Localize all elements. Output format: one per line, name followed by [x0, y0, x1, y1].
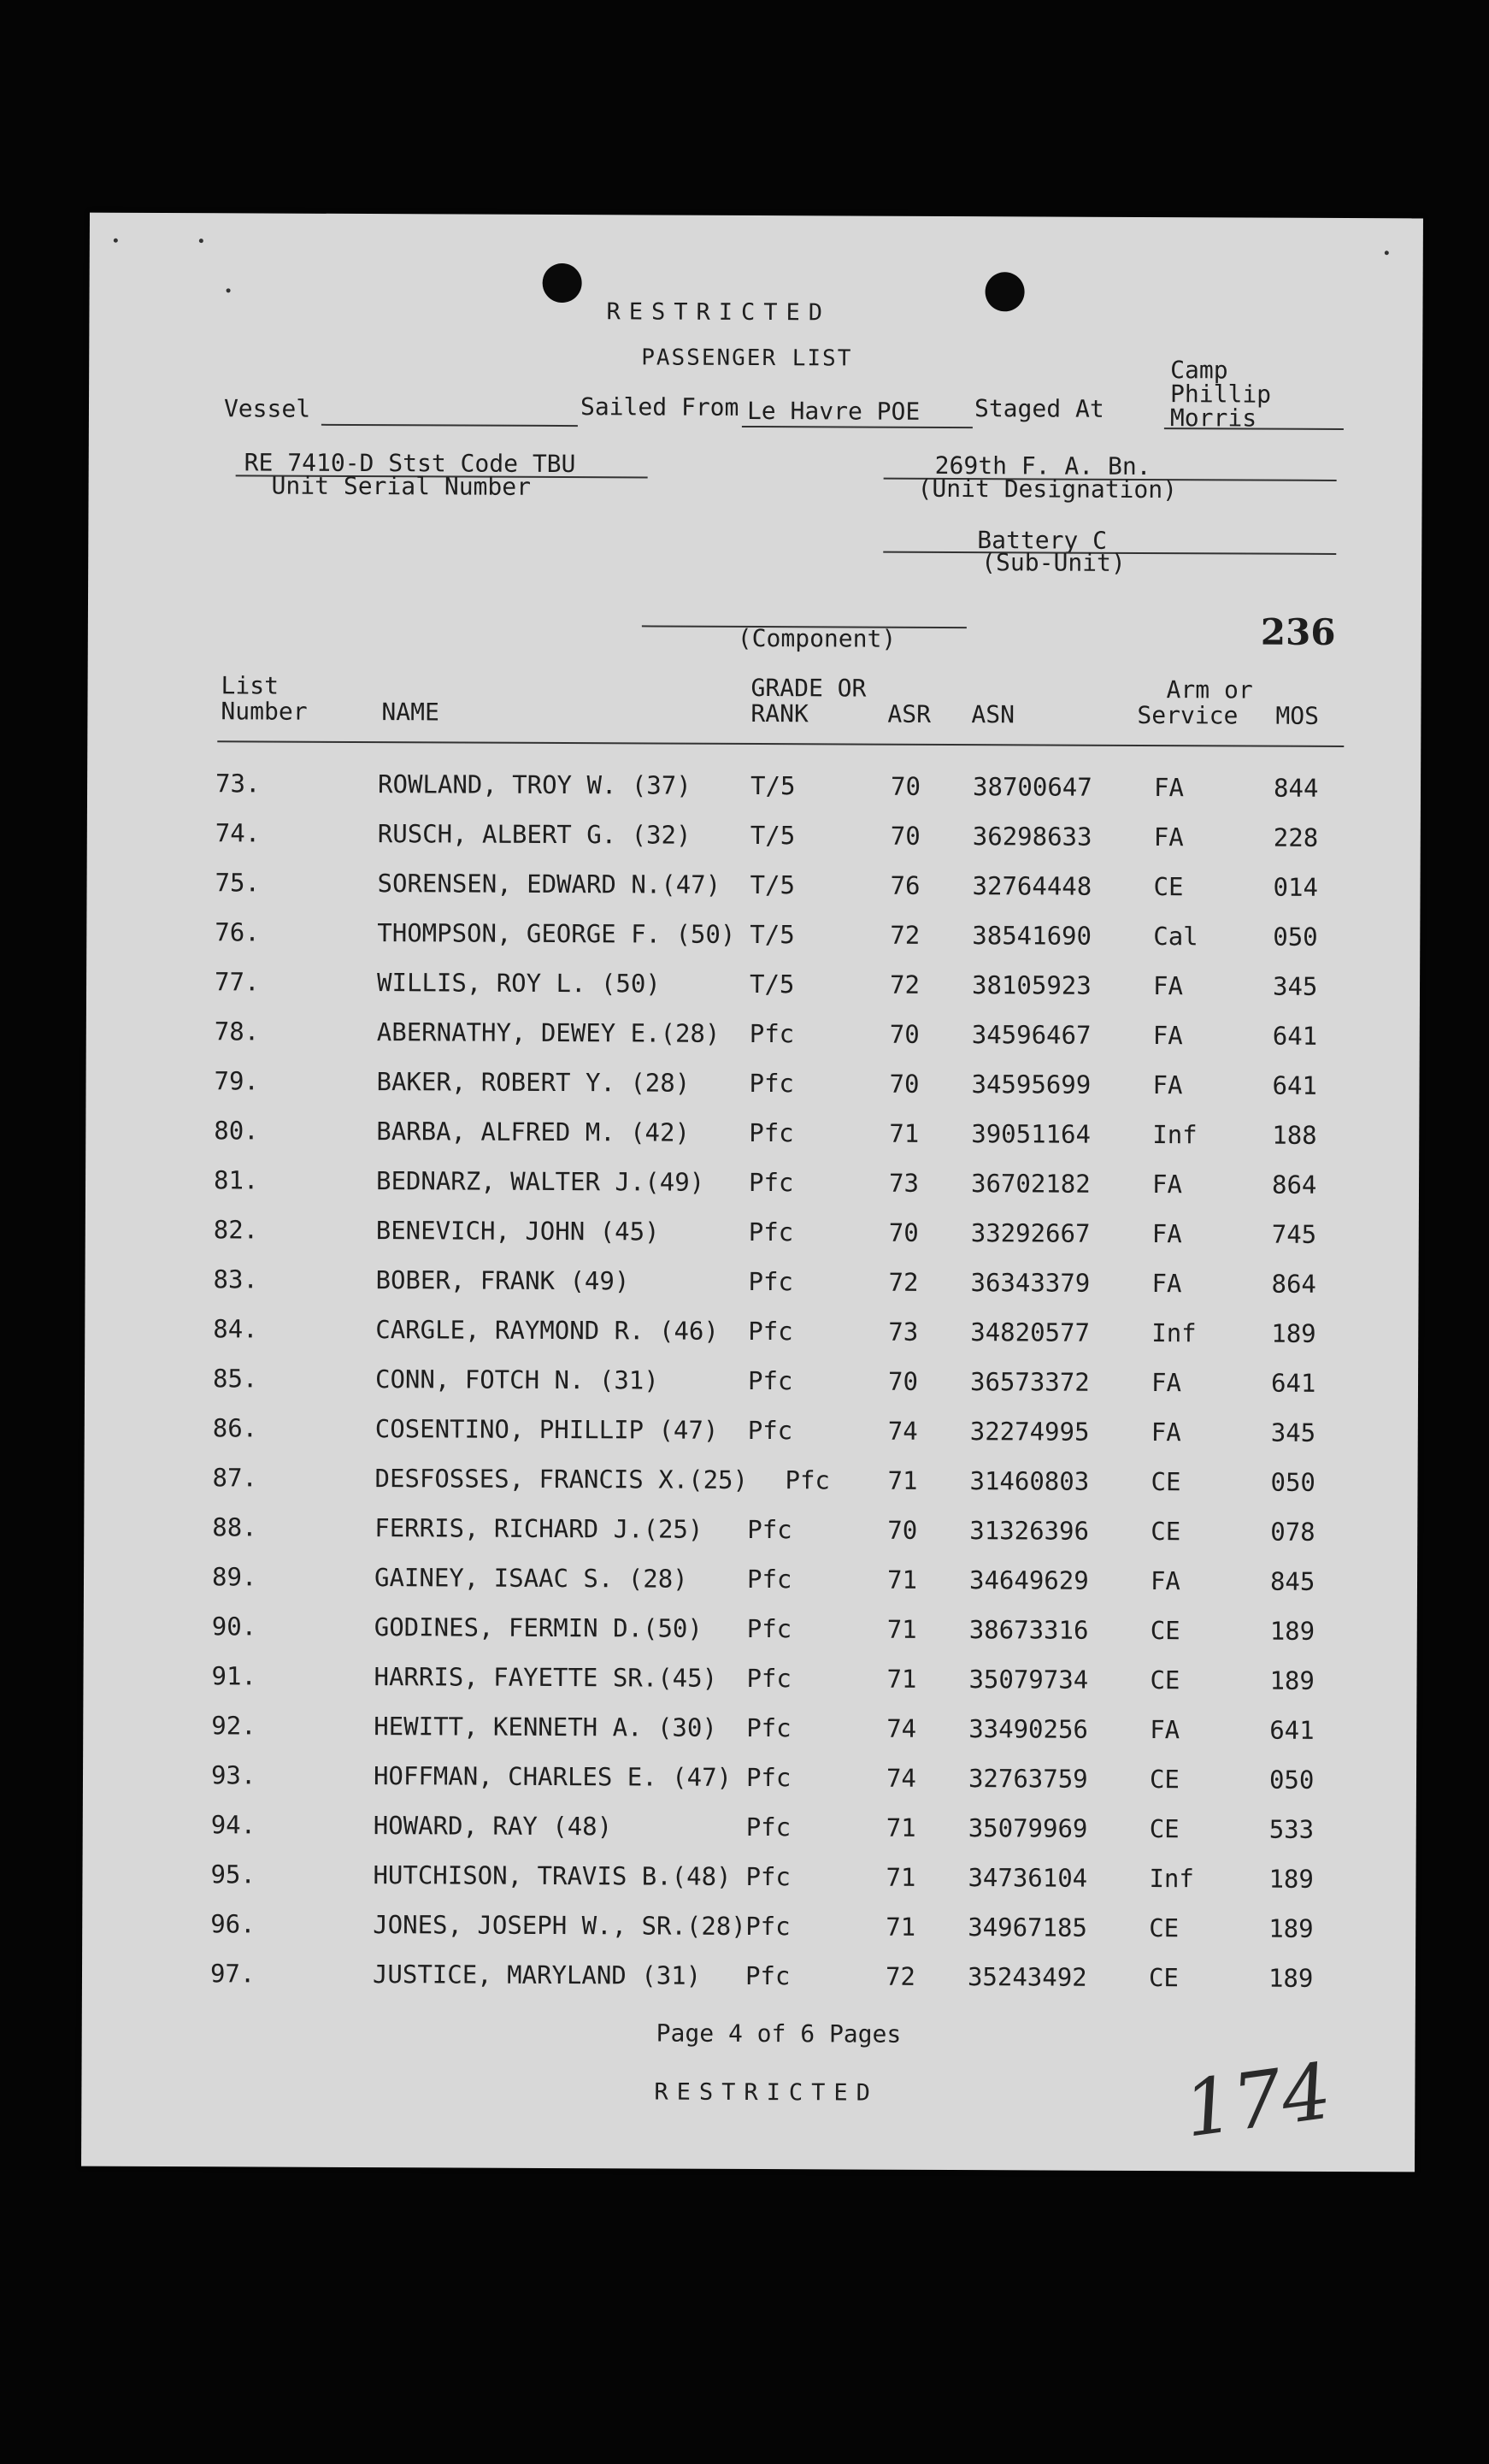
vessel-label: Vessel	[223, 394, 311, 423]
punch-hole-left	[543, 263, 582, 303]
col-header-arm-1: Arm or	[1166, 675, 1253, 704]
col-header-mos: MOS	[1275, 701, 1320, 730]
col-header-asr: ASR	[887, 699, 932, 728]
table-row: 90. GODINES, FERMIN D.(50) Pfc 71 38673316 CE 189	[211, 1612, 1315, 1646]
table-row: 97. JUSTICE, MARYLAND (31) Pfc 72 35243492 CE 189	[209, 1959, 1314, 1993]
classification-bottom: RESTRICTED	[654, 2078, 880, 2107]
passenger-list-sheet	[81, 213, 1423, 2172]
table-row: 74. RUSCH, ALBERT G. (32) T/5 70 36298633 FA 228	[215, 818, 1319, 852]
classification-top: RESTRICTED	[606, 298, 832, 327]
table-row: 96. JONES, JOSEPH W., SR.(28) Pfc 71 34967185 CE 189	[210, 1909, 1314, 1943]
col-header-asn: ASN	[971, 700, 1015, 729]
table-row: 85. CONN, FOTCH N. (31) Pfc 70 36573372 FA 641	[212, 1364, 1316, 1398]
col-header-arm-2: Service	[1137, 700, 1239, 730]
unit-serial-label: Unit Serial Number	[271, 471, 532, 501]
col-header-list-2: Number	[221, 697, 308, 726]
table-row: 79. BAKER, ROBERT Y. (28) Pfc 70 34595699 FA 641	[214, 1066, 1318, 1100]
unit-serial-value: RE 7410-D Stst Code TBU	[244, 448, 576, 479]
col-header-list-1: List	[221, 671, 280, 700]
staged-at-value-2: Phillip	[1170, 380, 1272, 409]
col-header-grade-2: RANK	[750, 699, 809, 728]
table-row: 92. HEWITT, KENNETH A. (30) Pfc 74 33490256 FA 641	[211, 1711, 1315, 1745]
page-footer: Page 4 of 6 Pages	[656, 2019, 902, 2048]
unit-designation-value: 269th F. A. Bn.	[934, 451, 1151, 481]
table-row: 87. DESFOSSES, FRANCIS X.(25) Pfc 71 31460803 CE 050	[212, 1463, 1315, 1497]
table-row: 75. SORENSEN, EDWARD N.(47) T/5 76 32764448 CE 014	[215, 868, 1319, 902]
component-label: (Component)	[737, 623, 897, 653]
staged-at-value-3: Morris	[1169, 404, 1257, 433]
punch-hole-right	[985, 272, 1024, 311]
table-row: 91. HARRIS, FAYETTE SR.(45) Pfc 71 35079734 CE 189	[211, 1661, 1315, 1695]
table-row: 73. ROWLAND, TROY W. (37) T/5 70 38700647 FA 844	[215, 769, 1319, 803]
table-row: 93. HOFFMAN, CHARLES E. (47) Pfc 74 32763759 CE 050	[210, 1760, 1315, 1795]
table-row: 86. COSENTINO, PHILLIP (47) Pfc 74 32274995 FA 345	[212, 1413, 1316, 1447]
table-row: 95. HUTCHISON, TRAVIS B.(48) Pfc 71 34736104 Inf 189	[210, 1860, 1314, 1894]
sailed-from-value: Le Havre POE	[746, 396, 921, 426]
table-row: 84. CARGLE, RAYMOND R. (46) Pfc 73 34820577 Inf 189	[213, 1314, 1316, 1348]
header-rule	[217, 740, 1344, 747]
staged-at-value-1: Camp	[1170, 356, 1228, 385]
sailed-from-line	[742, 426, 973, 428]
table-row: 81. BEDNARZ, WALTER J.(49) Pfc 73 36702182 FA 864	[213, 1165, 1317, 1200]
sub-unit-label: (Sub-Unit)	[981, 548, 1126, 577]
col-header-grade-1: GRADE OR	[750, 673, 867, 703]
col-header-name: NAME	[381, 698, 439, 727]
table-row: 83. BOBER, FRANK (49) Pfc 72 36343379 FA 864	[213, 1264, 1317, 1299]
vessel-line	[321, 424, 578, 427]
table-row: 77. WILLIS, ROY L. (50) T/5 72 38105923 FA 345	[214, 967, 1318, 1001]
table-row: 78. ABERNATHY, DEWEY E.(28) Pfc 70 34596467 FA 641	[214, 1017, 1318, 1051]
sailed-from-label: Sailed From	[580, 392, 739, 421]
table-row: 80. BARBA, ALFRED M. (42) Pfc 71 39051164 Inf 188	[214, 1116, 1317, 1150]
sub-unit-value: Battery C	[977, 526, 1108, 555]
table-row: 76. THOMPSON, GEORGE F. (50) T/5 72 38541690 Cal 050	[215, 917, 1318, 952]
document-number: 236	[1260, 610, 1336, 653]
table-row: 82. BENEVICH, JOHN (45) Pfc 70 33292667 FA 745	[213, 1215, 1317, 1249]
table-row: 89. GAINEY, ISAAC S. (28) Pfc 71 34649629 FA 845	[211, 1562, 1315, 1596]
unit-designation-label: (Unit Designation)	[917, 474, 1178, 504]
staged-at-label: Staged At	[974, 394, 1104, 423]
table-row: 94. HOWARD, RAY (48) Pfc 71 35079969 CE 533	[210, 1810, 1315, 1844]
table-row: 88. FERRIS, RICHARD J.(25) Pfc 70 31326396 CE 078	[212, 1512, 1315, 1547]
handwritten-page-number: 174	[1179, 2046, 1337, 2155]
document-title: PASSENGER LIST	[641, 345, 853, 372]
